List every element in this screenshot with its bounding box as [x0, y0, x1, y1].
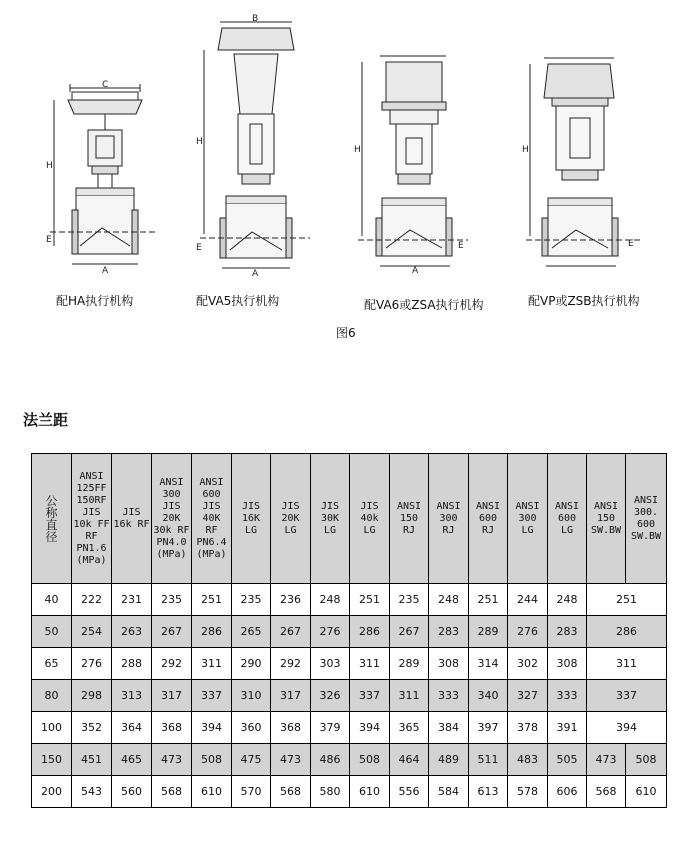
table-cell: 606 [548, 776, 587, 808]
table-cell: 360 [232, 712, 271, 744]
table-cell: 314 [469, 648, 508, 680]
table-cell: 298 [72, 680, 112, 712]
dim-label-h: H [354, 145, 361, 155]
table-cell: 483 [508, 744, 548, 776]
table-cell: 311 [390, 680, 429, 712]
table-cell: 475 [232, 744, 271, 776]
header-line: JIS [122, 506, 141, 518]
dim-label-e: E [46, 235, 52, 245]
header-col-9 [390, 454, 429, 584]
table-cell: 200 [32, 776, 72, 808]
table-cell: 283 [429, 616, 469, 648]
table-cell: 288 [112, 648, 152, 680]
table-cell: 276 [72, 648, 112, 680]
dim-label-a: A [252, 269, 259, 276]
table-cell: 352 [72, 712, 112, 744]
table-cell: 265 [232, 616, 271, 648]
caption-va5: 配VA5执行机构 [196, 294, 280, 308]
table-cell: 150 [32, 744, 72, 776]
figure-title: 图6 [336, 326, 356, 340]
table-cell: 610 [626, 776, 667, 808]
header-line: RF [85, 530, 98, 542]
table-cell: 308 [429, 648, 469, 680]
table-cell: 556 [390, 776, 429, 808]
header-line: ANSI [396, 500, 422, 512]
header-line: 16k RF [113, 518, 150, 530]
header-line: 300. [633, 506, 659, 518]
header-line: RF [205, 524, 218, 536]
table-cell: 289 [469, 616, 508, 648]
header-line: PN4.0 [156, 536, 187, 548]
table-cell: 378 [508, 712, 548, 744]
header-line: JIS [241, 500, 261, 512]
header-col-14 [587, 454, 626, 584]
header-col-13 [548, 454, 587, 584]
section-title: 法兰距 [23, 411, 69, 429]
table-cell: 248 [548, 584, 587, 616]
header-col-10 [429, 454, 469, 584]
table-cell: 568 [152, 776, 192, 808]
table-row [32, 584, 667, 616]
table-cell: 292 [271, 648, 311, 680]
header-line: PN1.6 [76, 542, 107, 554]
header-line: 16K [241, 512, 261, 524]
header-line: RJ [481, 524, 495, 536]
table-cell: 311 [192, 648, 232, 680]
header-line: 称 [45, 505, 58, 520]
dim-label-e: E [196, 243, 202, 253]
dim-label-h: H [46, 161, 53, 171]
header-nominal-diameter [32, 454, 72, 584]
header-col-5 [232, 454, 271, 584]
table-cell: 568 [587, 776, 626, 808]
dim-label-e: E [628, 239, 634, 249]
header-line: 40k [360, 512, 379, 524]
table-cell: 610 [350, 776, 390, 808]
table-cell: 337 [587, 680, 667, 712]
table-cell: 235 [152, 584, 192, 616]
dim-label-a: A [102, 266, 109, 276]
table-row [32, 648, 667, 680]
header-line: 150RF [76, 494, 107, 506]
table-cell: 289 [390, 648, 429, 680]
header-line: (MPa) [76, 554, 107, 566]
header-col-2 [112, 454, 152, 584]
header-line: 径 [45, 529, 58, 544]
dim-label-c: C [102, 80, 109, 90]
table-cell: 65 [32, 648, 72, 680]
valve-drawing-va6-zsa [350, 52, 470, 274]
header-line: JIS [360, 500, 379, 512]
table-cell: 337 [350, 680, 390, 712]
table-cell: 368 [152, 712, 192, 744]
header-col-11 [469, 454, 508, 584]
table-cell: 80 [32, 680, 72, 712]
table-cell: 464 [390, 744, 429, 776]
dim-label-h: H [522, 145, 529, 155]
table-cell: 263 [112, 616, 152, 648]
table-cell: 235 [390, 584, 429, 616]
table-cell: 251 [469, 584, 508, 616]
table-cell: 340 [469, 680, 508, 712]
table-cell: 397 [469, 712, 508, 744]
table-cell: 326 [311, 680, 350, 712]
header-line: JIS [320, 500, 340, 512]
header-line: 300 [162, 488, 181, 500]
table-cell: 251 [192, 584, 232, 616]
header-line: (MPa) [156, 548, 187, 560]
header-line: 10k FF [73, 518, 110, 530]
table-cell: 511 [469, 744, 508, 776]
header-line: LG [560, 524, 574, 536]
valve-drawings-figure [0, 0, 698, 350]
table-cell: 368 [271, 712, 311, 744]
table-cell: 451 [72, 744, 112, 776]
table-cell: 267 [390, 616, 429, 648]
table-cell: 327 [508, 680, 548, 712]
table-cell: 286 [192, 616, 232, 648]
table-cell: 251 [587, 584, 667, 616]
table-cell: 267 [152, 616, 192, 648]
table-cell: 337 [192, 680, 232, 712]
header-line: 30K [320, 512, 340, 524]
table-cell: 333 [429, 680, 469, 712]
header-line: LG [284, 524, 297, 536]
caption-va6-zsa: 配VA6或ZSA执行机构 [364, 298, 484, 312]
table-cell: 244 [508, 584, 548, 616]
header-line: ANSI [199, 476, 224, 488]
table-row [32, 680, 667, 712]
header-line: 600 [478, 512, 498, 524]
header-line: ANSI [515, 500, 540, 512]
table-cell: 364 [112, 712, 152, 744]
table-cell: 276 [508, 616, 548, 648]
table-cell: 231 [112, 584, 152, 616]
table-row [32, 744, 667, 776]
header-col-6 [271, 454, 311, 584]
header-col-3 [152, 454, 192, 584]
table-cell: 40 [32, 584, 72, 616]
table-cell: 489 [429, 744, 469, 776]
table-cell: 286 [587, 616, 667, 648]
header-col-4 [192, 454, 232, 584]
table-cell: 508 [192, 744, 232, 776]
dim-label-b: B [252, 14, 259, 24]
header-line: ANSI [475, 500, 501, 512]
header-line: 125FF [76, 482, 107, 494]
table-cell: 584 [429, 776, 469, 808]
header-col-8 [350, 454, 390, 584]
dim-label-e: E [458, 241, 464, 251]
table-cell: 394 [192, 712, 232, 744]
table-cell: 235 [232, 584, 271, 616]
header-line: 直 [45, 517, 58, 532]
table-cell: 236 [271, 584, 311, 616]
header-line: JIS [281, 500, 300, 512]
header-line: SW.BW [630, 530, 662, 542]
header-line: RJ [402, 524, 416, 536]
header-line: 20K [162, 512, 181, 524]
header-line: JIS [162, 500, 181, 512]
table-cell: 610 [192, 776, 232, 808]
header-line: 300 [518, 512, 537, 524]
table-cell: 508 [350, 744, 390, 776]
table-cell: 473 [271, 744, 311, 776]
table-cell: 394 [350, 712, 390, 744]
header-col-1 [72, 454, 112, 584]
header-line: JIS [202, 500, 221, 512]
table-cell: 313 [112, 680, 152, 712]
header-line: 600 [202, 488, 221, 500]
header-line: 300 [439, 512, 458, 524]
table-cell: 505 [548, 744, 587, 776]
header-col-15 [626, 454, 667, 584]
table-cell: 560 [112, 776, 152, 808]
table-cell: 317 [271, 680, 311, 712]
header-line: LG [323, 524, 337, 536]
table-cell: 311 [350, 648, 390, 680]
table-cell: 391 [548, 712, 587, 744]
table-cell: 379 [311, 712, 350, 744]
header-line: ANSI [633, 494, 659, 506]
table-cell: 303 [311, 648, 350, 680]
table-cell: 465 [112, 744, 152, 776]
header-line: ANSI [79, 470, 104, 482]
valve-drawing-ha [40, 78, 170, 278]
header-line: 20K [281, 512, 300, 524]
header-line: RJ [442, 524, 455, 536]
header-line: JIS [82, 506, 101, 518]
table-cell: 365 [390, 712, 429, 744]
table-cell: 311 [587, 648, 667, 680]
header-col-7 [311, 454, 350, 584]
table-cell: 222 [72, 584, 112, 616]
table-cell: 276 [311, 616, 350, 648]
header-line: 公 [45, 493, 58, 508]
dim-label-a: A [412, 266, 419, 274]
table-cell: 290 [232, 648, 271, 680]
table-header-row [32, 454, 667, 584]
header-line: ANSI [554, 500, 580, 512]
table-cell: 50 [32, 616, 72, 648]
table-cell: 333 [548, 680, 587, 712]
table-cell: 267 [271, 616, 311, 648]
table-cell: 286 [350, 616, 390, 648]
valve-drawing-va5 [192, 14, 312, 276]
caption-vp-zsb: 配VP或ZSB执行机构 [528, 294, 640, 308]
table-cell: 248 [429, 584, 469, 616]
table-cell: 310 [232, 680, 271, 712]
header-line: ANSI [159, 476, 184, 488]
flange-distance-table [31, 453, 667, 808]
header-line: 150 [399, 512, 419, 524]
header-line: 30k RF [153, 524, 190, 536]
header-line: (MPa) [196, 548, 227, 560]
valve-drawing-vp-zsb [518, 54, 642, 274]
table-row [32, 712, 667, 744]
caption-ha: 配HA执行机构 [56, 294, 134, 308]
table-cell: 543 [72, 776, 112, 808]
table-cell: 578 [508, 776, 548, 808]
table-cell: 248 [311, 584, 350, 616]
table-cell: 100 [32, 712, 72, 744]
header-line: PN6.4 [196, 536, 227, 548]
table-cell: 570 [232, 776, 271, 808]
table-cell: 317 [152, 680, 192, 712]
table-cell: 283 [548, 616, 587, 648]
table-cell: 308 [548, 648, 587, 680]
table-row [32, 616, 667, 648]
table-cell: 473 [587, 744, 626, 776]
header-line: SW.BW [590, 524, 622, 536]
dim-label-h: H [196, 137, 203, 147]
table-row [32, 776, 667, 808]
table-cell: 486 [311, 744, 350, 776]
table-cell: 568 [271, 776, 311, 808]
header-line: LG [521, 524, 534, 536]
header-col-12 [508, 454, 548, 584]
table-cell: 292 [152, 648, 192, 680]
table-cell: 508 [626, 744, 667, 776]
table-cell: 580 [311, 776, 350, 808]
table-cell: 251 [350, 584, 390, 616]
header-line: 40K [202, 512, 221, 524]
table-cell: 394 [587, 712, 667, 744]
table-cell: 613 [469, 776, 508, 808]
header-line: 600 [557, 512, 577, 524]
header-line: ANSI [436, 500, 461, 512]
header-line: LG [363, 524, 376, 536]
header-line: LG [244, 524, 258, 536]
header-line: ANSI [593, 500, 619, 512]
table-cell: 302 [508, 648, 548, 680]
table-cell: 473 [152, 744, 192, 776]
table-cell: 254 [72, 616, 112, 648]
header-line: 150 [596, 512, 616, 524]
table-cell: 384 [429, 712, 469, 744]
header-line: 600 [636, 518, 656, 530]
